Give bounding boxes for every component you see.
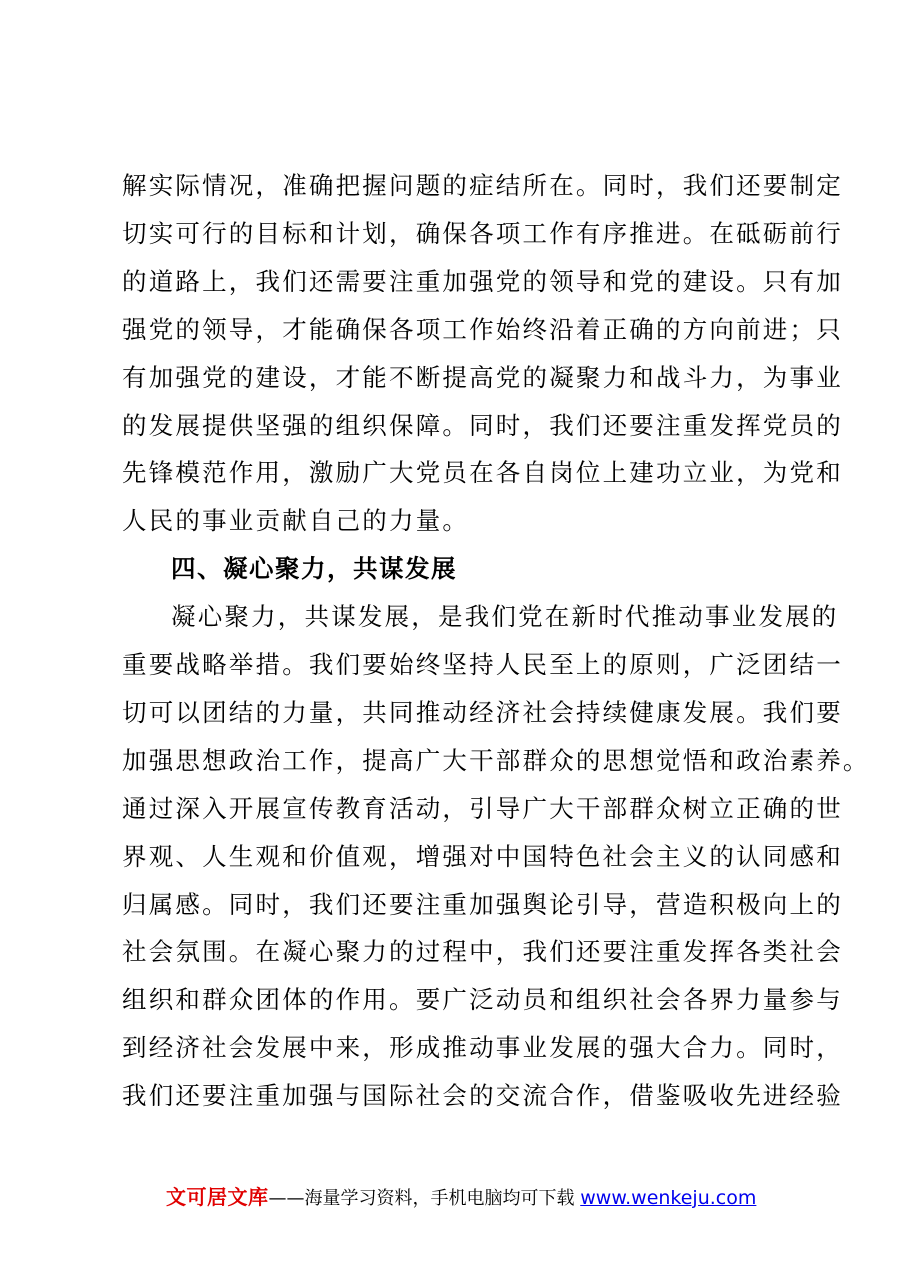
paragraph-line: 界观、人生观和价值观，增强对中国特色社会主义的认同感和 (122, 842, 843, 871)
paragraph-line: 归属感。同时，我们还要注重加强舆论引导，营造积极向上的 (122, 890, 843, 919)
paragraph-line: 凝心聚力，共谋发展，是我们党在新时代推动事业发展的 (171, 602, 839, 631)
section-heading: 四、凝心聚力，共谋发展 (171, 554, 457, 583)
paragraph-line: 的道路上，我们还需要注重加强党的领导和党的建设。只有加 (122, 267, 843, 296)
website-link[interactable]: www.wenkeju.com (580, 1187, 757, 1209)
paragraph-line: 组织和群众团体的作用。要广泛动员和组织社会各界力量参与 (122, 985, 843, 1014)
paragraph-line: 通过深入开展宣传教育活动，引导广大干部群众树立正确的世 (122, 794, 843, 823)
paragraph-line: 我们还要注重加强与国际社会的交流合作，借鉴吸收先进经验 (122, 1081, 843, 1110)
paragraph-line: 到经济社会发展中来，形成推动事业发展的强大合力。同时， (122, 1033, 843, 1062)
footer-banner (166, 1183, 756, 1211)
paragraph-line: 先锋模范作用，激励广大党员在各自岗位上建功立业，为党和 (122, 458, 843, 487)
paragraph-line: 切可以团结的力量，共同推动经济社会持续健康发展。我们要 (122, 698, 843, 727)
paragraph-line: 人民的事业贡献自己的力量。 (122, 506, 470, 535)
paragraph-line: 社会氛围。在凝心聚力的过程中，我们还要注重发挥各类社会 (122, 937, 843, 966)
paragraph-line: 解实际情况，准确把握问题的症结所在。同时，我们还要制定 (122, 171, 843, 200)
paragraph-line: 切实可行的目标和计划，确保各项工作有序推进。在砥砺前行 (122, 219, 843, 248)
paragraph-line: 加强思想政治工作，提高广大干部群众的思想觉悟和政治素养。 (122, 746, 870, 775)
paragraph-line: 的发展提供坚强的组织保障。同时，我们还要注重发挥党员的 (122, 411, 843, 440)
paragraph-line: 重要战略举措。我们要始终坚持人民至上的原则，广泛团结一 (122, 650, 843, 679)
paragraph-line: 强党的领导，才能确保各项工作始终沿着正确的方向前进；只 (122, 315, 843, 344)
brand-name: 文可居文库 (166, 1185, 269, 1209)
footer-slogan: ——海量学习资料，手机电脑均可下载 (268, 1188, 575, 1209)
paragraph-line: 有加强党的建设，才能不断提高党的凝聚力和战斗力，为事业 (122, 363, 843, 392)
